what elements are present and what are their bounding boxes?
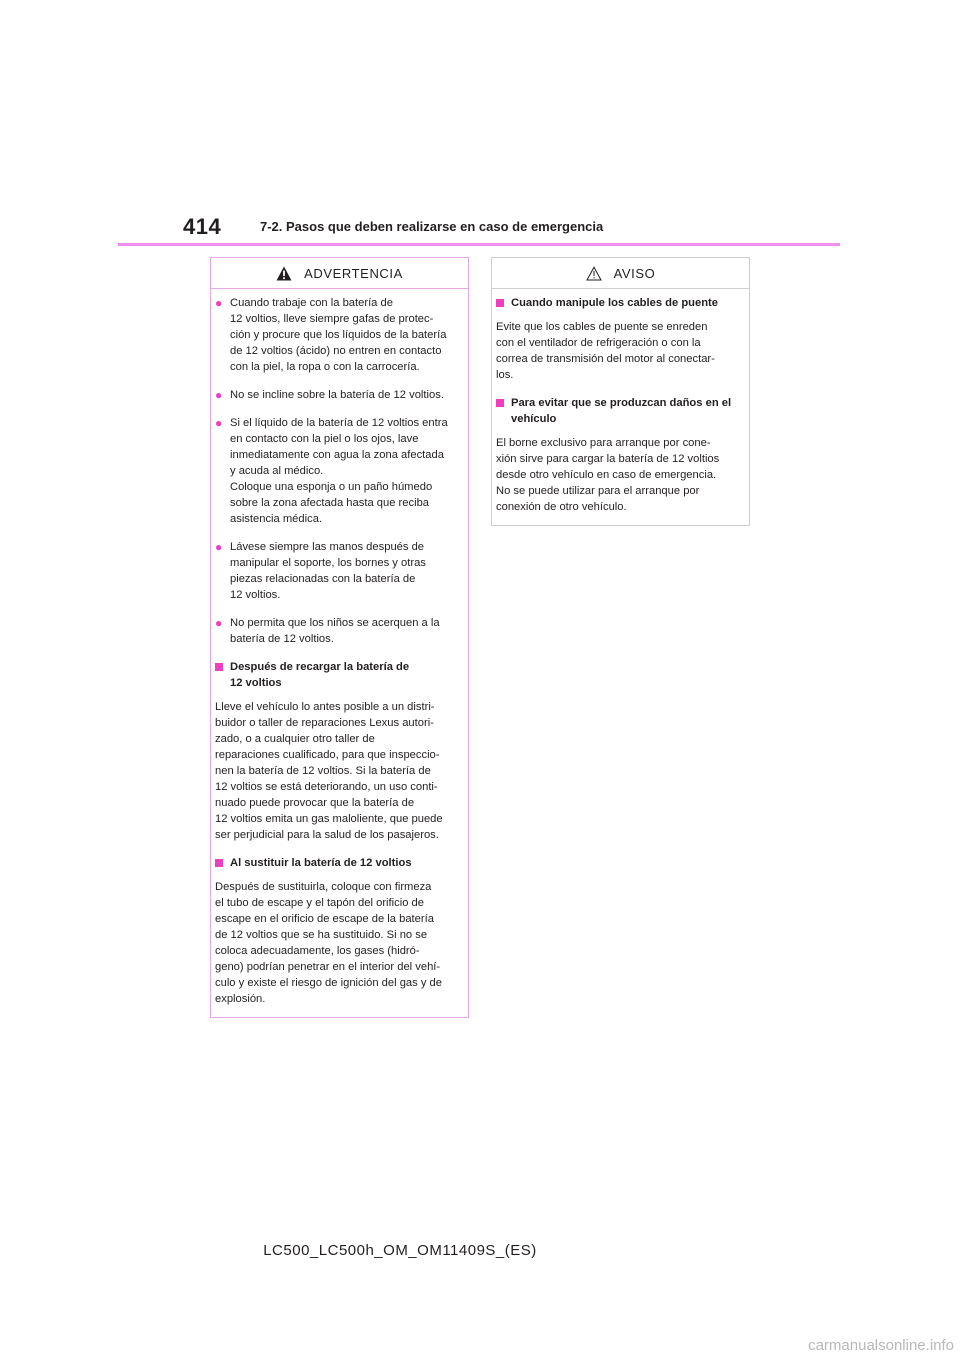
warning-subsection-text: Después de sustituirla, coloque con firmeza el tubo de escape y el tapón del orificio de escape en el orificio de escape de la batería de 12 voltios que se ha sustituido. Si no se coloca adecuadamente, los gases (hidró- geno) podrían penetrar en el interior del vehí- culo y existe el riesgo de ignición del gas y de explosión.: [215, 881, 442, 1005]
warning-bullet: [215, 539, 464, 603]
notice-box: [491, 257, 750, 526]
bullet-dot-icon: ●: [215, 416, 223, 430]
notice-subsection-title: Para evitar que se produzcan daños en el vehículo: [511, 397, 732, 425]
bullet-dot-icon: ●: [215, 540, 223, 554]
warning-bullet-text: No permita que los niños se acerquen a la batería de 12 voltios.: [230, 617, 440, 645]
warning-box-title: ADVERTENCIA: [304, 265, 403, 281]
notice-box-title: AVISO: [613, 265, 656, 281]
notice-box-body: [492, 289, 749, 515]
footer-code: [0, 1242, 960, 1259]
warning-subsection-text: Lleve el vehículo lo antes posible a un distri- buidor o taller de reparaciones Lexus autori- zado, o a cualquier otro taller de reparaciones cualificado, para que inspeccio- nen la batería de 12 voltios. Si la batería de 12 voltios se está deteriorando, un uso conti- nuado puede provocar que la batería de 12 voltios emita un gas maloliente, que puede ser perjudicial para la salud de los pasajeros.: [215, 701, 443, 841]
square-bullet-icon: [496, 299, 504, 307]
warning-bullet: [215, 615, 464, 647]
warning-bullet: [215, 387, 464, 403]
warning-subsection-heading: [215, 659, 464, 691]
bullet-dot-icon: ●: [215, 296, 223, 310]
warning-box: [210, 257, 469, 1018]
notice-subsection-heading: [496, 395, 745, 427]
bullet-dot-icon: ●: [215, 616, 223, 630]
warning-bullet-text: Si el líquido de la batería de 12 voltios entra en contacto con la piel o los ojos, lave inmediatamente con agua la zona afectada y acuda al médico. Coloque una esponja o un paño húmedo sobre la zona afectada hasta que reciba asistencia médica.: [230, 417, 448, 525]
warning-triangle-outline-icon: [586, 266, 602, 281]
square-bullet-icon: [215, 859, 223, 867]
page-number: 414: [183, 214, 222, 239]
warning-bullet: [215, 295, 464, 375]
header-rule: [118, 243, 840, 246]
footer-code-text: LC500_LC500h_OM_OM11409S_(ES): [263, 1242, 537, 1259]
square-bullet-icon: [496, 399, 504, 407]
square-bullet-icon: [215, 663, 223, 671]
warning-subsection-title: Al sustituir la batería de 12 voltios: [230, 857, 412, 869]
warning-subsection-heading: [215, 855, 464, 871]
warning-subsection-title: Después de recargar la batería de 12 voltios: [230, 661, 410, 689]
warning-bullet: [215, 415, 464, 527]
warning-box-header: [211, 258, 468, 289]
warning-bullet-text: No se incline sobre la batería de 12 voltios.: [230, 389, 444, 401]
warning-bullet-text: Lávese siempre las manos después de manipular el soporte, los bornes y otras piezas relacionadas con la batería de 12 voltios.: [230, 541, 426, 601]
notice-subsection-text: Evite que los cables de puente se enreden con el ventilador de refrigeración o con la correa de transmisión del motor al conectar- los.: [496, 321, 715, 381]
warning-bullet-text: Cuando trabaje con la batería de 12 voltios, lleve siempre gafas de protec- ción y procure que los líquidos de la batería de 12 voltios (ácido) no entren en contacto con la piel, la ropa o con la carrocería.: [230, 297, 447, 373]
notice-subsection-title: Cuando manipule los cables de puente: [511, 297, 719, 309]
bullet-dot-icon: ●: [215, 388, 223, 402]
warning-box-body: [211, 289, 468, 1007]
section-title: 7-2. Pasos que deben realizarse en caso de emergencia: [260, 219, 604, 234]
notice-subsection-text: El borne exclusivo para arranque por cone- xión sirve para cargar la batería de 12 voltios desde otro vehículo en caso de emergencia. No se puede utilizar para el arranque por conexión de otro vehículo.: [496, 437, 720, 513]
watermark: carmanualsonline.info: [808, 1337, 954, 1354]
warning-triangle-filled-icon: [276, 266, 292, 281]
notice-subsection-heading: [496, 295, 745, 311]
notice-box-header: [492, 258, 749, 289]
